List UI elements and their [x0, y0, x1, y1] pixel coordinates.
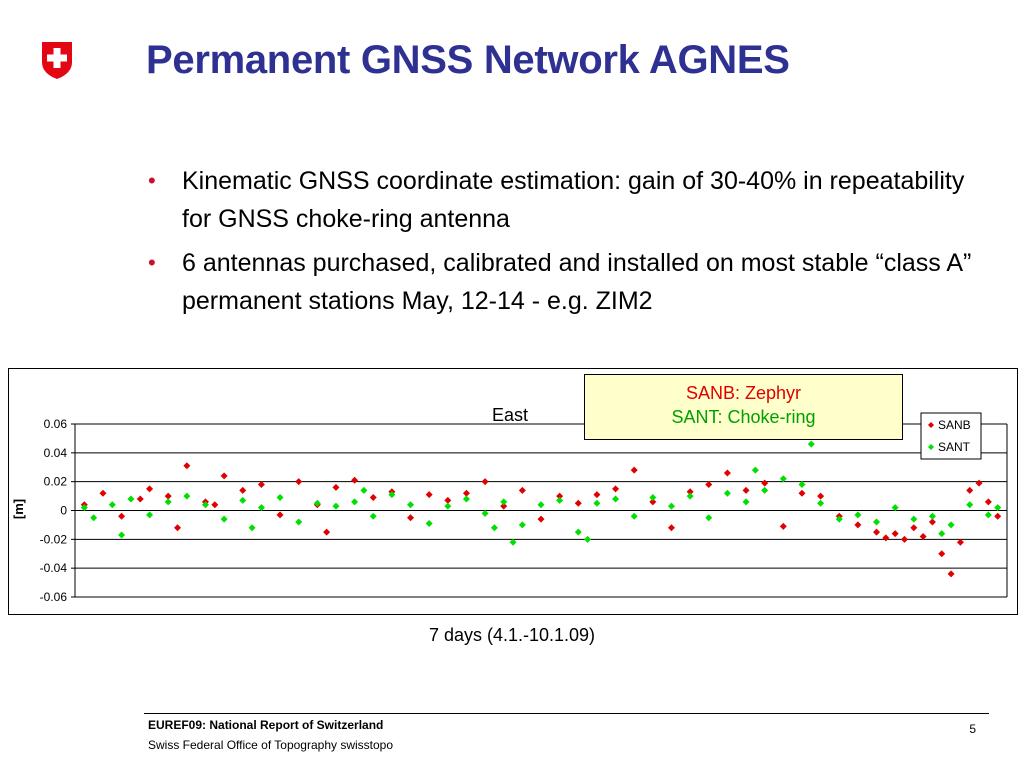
data-point-sant [407, 501, 414, 508]
data-point-sant [668, 503, 675, 510]
data-point-sanb [948, 570, 955, 577]
y-tick-label: -0.02 [39, 532, 67, 547]
data-point-sanb [351, 477, 358, 484]
data-point-sanb [295, 478, 302, 485]
data-point-sant [752, 467, 759, 474]
data-point-sant [491, 524, 498, 531]
data-point-sanb [407, 514, 414, 521]
data-point-sanb [780, 523, 787, 530]
legend-label-sant: SANT [938, 440, 971, 454]
data-point-sant [249, 524, 256, 531]
bullet-item [148, 244, 988, 320]
data-point-sanb [575, 500, 582, 507]
data-point-sanb [239, 487, 246, 494]
data-point-sanb [183, 462, 190, 469]
data-point-sant [631, 513, 638, 520]
data-point-sanb [761, 480, 768, 487]
note-sant: SANT: Choke-ring [671, 407, 816, 427]
chart-title: East [491, 405, 529, 425]
antenna-note-box [584, 374, 903, 440]
data-point-sanb [994, 513, 1001, 520]
data-point-sant [165, 498, 172, 505]
y-tick-label: -0.04 [39, 561, 67, 576]
data-point-sant [724, 490, 731, 497]
y-tick-label: 0.04 [43, 445, 67, 460]
data-point-sant [966, 501, 973, 508]
data-point-sanb [938, 550, 945, 557]
data-point-sant [584, 536, 591, 543]
y-axis-label: [m] [11, 498, 26, 520]
data-point-sanb [519, 487, 526, 494]
data-point-sant [948, 521, 955, 528]
data-point-sant [183, 493, 190, 500]
data-point-sanb [966, 487, 973, 494]
note-sanb: SANB: Zephyr [685, 383, 802, 403]
data-point-sanb [743, 487, 750, 494]
data-point-sanb [426, 491, 433, 498]
data-point-sant [910, 516, 917, 523]
data-point-sant [743, 498, 750, 505]
data-point-sant [295, 519, 302, 526]
data-point-sant [873, 519, 880, 526]
data-point-sant [146, 511, 153, 518]
data-point-sanb [724, 470, 731, 477]
footer-organization: Swiss Federal Office of Topography swisstopo [148, 738, 394, 752]
data-point-sant [612, 495, 619, 502]
data-point-sanb [798, 490, 805, 497]
data-point-sant [370, 513, 377, 520]
data-point-sanb [277, 511, 284, 518]
y-tick-label: 0.02 [43, 474, 67, 489]
data-point-sanb [668, 524, 675, 531]
data-point-sanb [882, 534, 889, 541]
data-point-sant [277, 494, 284, 501]
y-tick-label: -0.06 [39, 590, 67, 604]
data-point-sant [90, 514, 97, 521]
data-point-sanb [901, 536, 908, 543]
data-point-sant [575, 529, 582, 536]
data-point-sanb [99, 490, 106, 497]
data-point-sant [500, 498, 507, 505]
data-point-sant [938, 530, 945, 537]
slide-title: Permanent GNSS Network AGNES [146, 38, 790, 82]
page-number: 5 [969, 722, 976, 736]
data-point-sant [649, 494, 656, 501]
data-point-sant [817, 500, 824, 507]
data-point-sanb [370, 494, 377, 501]
data-point-sant [985, 511, 992, 518]
data-point-sanb [631, 467, 638, 474]
data-point-sant [426, 520, 433, 527]
data-point-sant [854, 511, 861, 518]
data-point-sant [239, 497, 246, 504]
legend-label-sanb: SANB [938, 418, 971, 432]
data-point-sanb [854, 521, 861, 528]
data-point-sanb [873, 529, 880, 536]
data-point-sant [687, 493, 694, 500]
data-point-sanb [817, 493, 824, 500]
data-point-sant [221, 516, 228, 523]
data-point-sant [808, 441, 815, 448]
bullet-text: 6 antennas purchased, calibrated and installed on most stable “class A” permanent stations May, 12-14 - e.g. ZIM2 [182, 249, 972, 315]
data-point-sant [463, 495, 470, 502]
data-point-sanb [332, 484, 339, 491]
bullet-marker: • [148, 168, 156, 193]
data-point-sanb [593, 491, 600, 498]
data-point-sant [705, 514, 712, 521]
data-point-sanb [482, 478, 489, 485]
data-point-sant [519, 521, 526, 528]
data-point-sanb [221, 472, 228, 479]
data-point-sant [929, 513, 936, 520]
bullet-text: Kinematic GNSS coordinate estimation: gain of 30-40% in repeatability for GNSS choke-ring antenna [182, 167, 965, 233]
swiss-cross-shield-icon [40, 40, 74, 80]
data-point-sanb [910, 524, 917, 531]
data-point-sant [332, 503, 339, 510]
data-point-sanb [118, 513, 125, 520]
data-point-sant [351, 498, 358, 505]
data-point-sanb [892, 530, 899, 537]
data-point-sant [109, 501, 116, 508]
bullet-item [148, 162, 988, 238]
footer-title: EUREF09: National Report of Switzerland [148, 718, 384, 732]
data-point-sanb [985, 498, 992, 505]
data-point-sanb [211, 501, 218, 508]
data-point-sant [538, 501, 545, 508]
data-point-sant [360, 487, 367, 494]
data-point-sanb [538, 516, 545, 523]
data-point-sant [444, 503, 451, 510]
bullet-marker: • [148, 250, 156, 275]
y-tick-label: 0.06 [43, 417, 67, 431]
data-point-sant [593, 500, 600, 507]
data-point-sant [127, 495, 134, 502]
data-point-sant [761, 487, 768, 494]
data-point-sanb [137, 495, 144, 502]
data-point-sanb [323, 529, 330, 536]
data-point-sanb [612, 485, 619, 492]
data-point-sanb [976, 480, 983, 487]
footer-divider [144, 713, 989, 714]
data-point-sant [118, 532, 125, 539]
x-axis-caption: 7 days (4.1.-10.1.09) [428, 625, 596, 645]
data-point-sant [556, 497, 563, 504]
data-point-sanb [174, 524, 181, 531]
chart-legend [921, 413, 981, 459]
data-point-sanb [146, 485, 153, 492]
bullet-list [148, 162, 988, 326]
y-tick-label: 0 [60, 503, 67, 518]
